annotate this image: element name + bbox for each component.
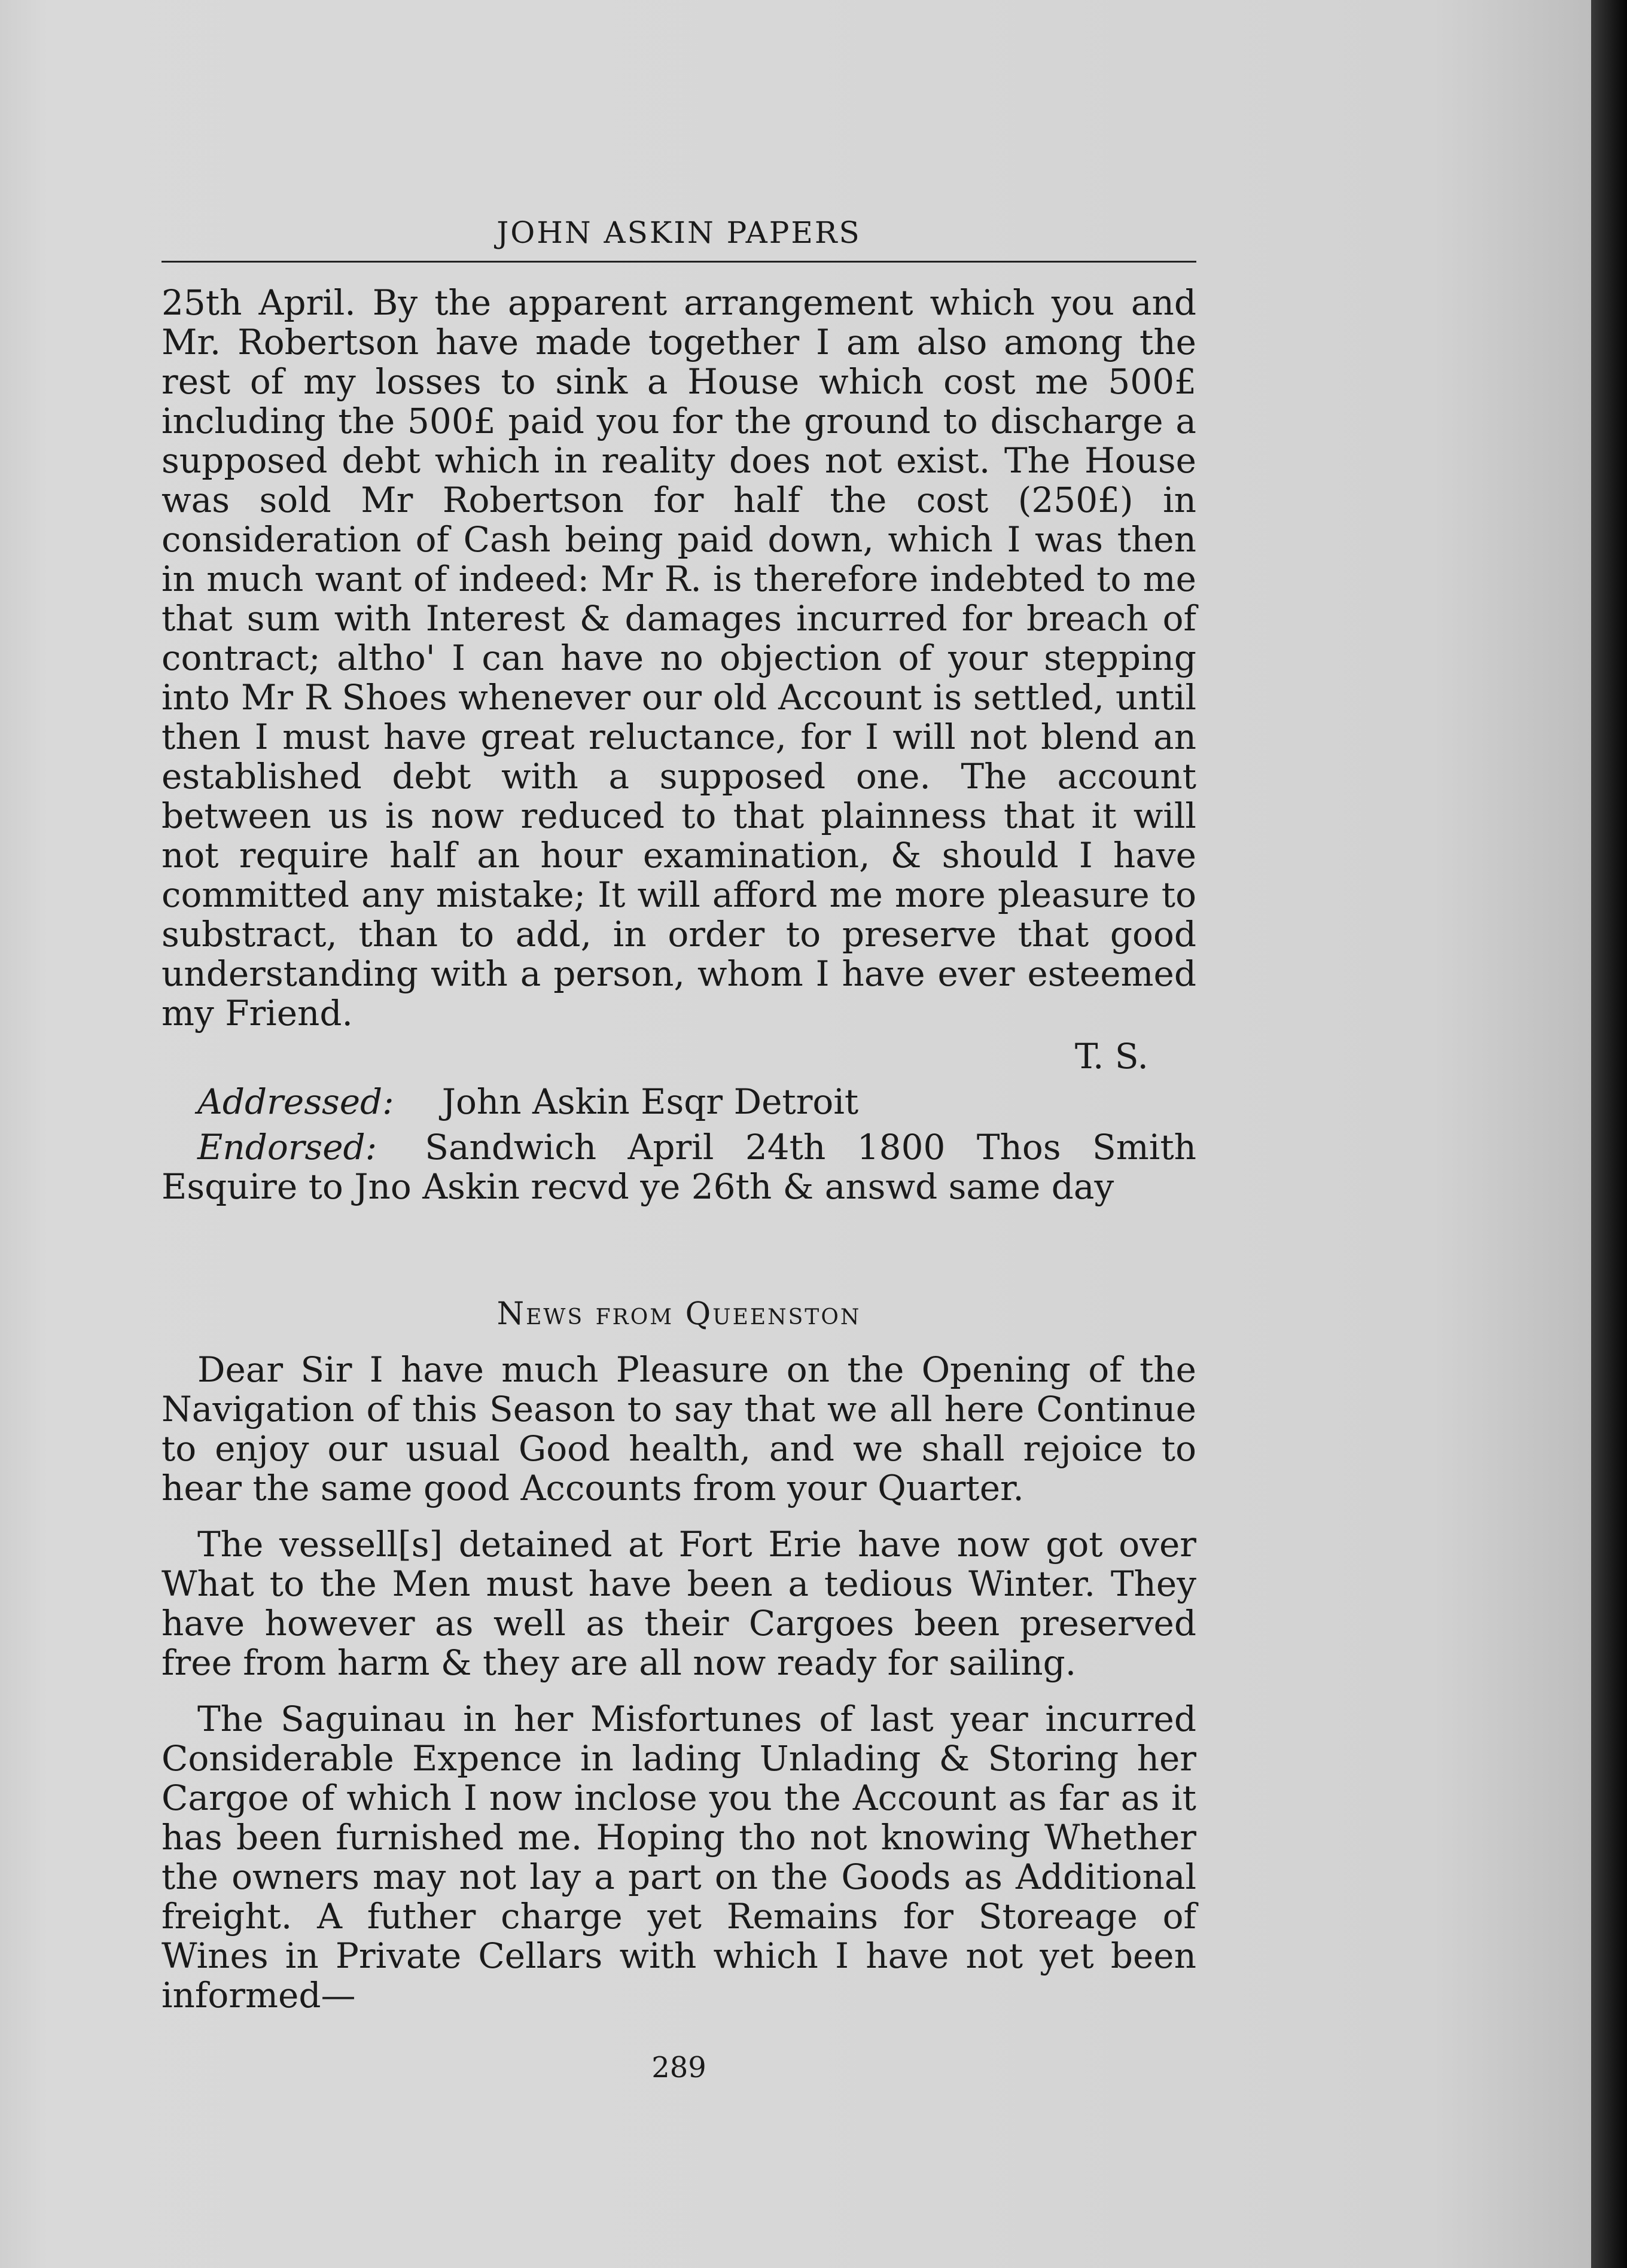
paragraph: The vessell[s] detained at Fort Erie have now got over What to the Men must have been a tedious Winter. They have however as well as their Cargoes been preserved free from harm & they are all now ready for sailing. — [162, 1524, 1196, 1683]
section-title: News from Queenston — [496, 1296, 861, 1332]
endorsed-line — [162, 1127, 1196, 1206]
endorsed-label: Endorsed: — [197, 1127, 377, 1167]
page-edge-shadow — [1591, 0, 1627, 2268]
running-head: JOHN ASKIN PAPERS — [162, 215, 1196, 263]
signature: T. S. — [1074, 1036, 1148, 1077]
endorsed-text: Sandwich April 24th 1800 Thos Smith Esquire to Jno Askin recvd ye 26th & answd same day — [162, 1127, 1196, 1207]
paragraph: The Saguinau in her Misfortunes of last year incurred Considerable Expence in lading Unlading & Storing her Cargoe of which I now inclose you the Account as far as it has been furnished me. Hoping tho not knowing Whether the owners may not lay a part on the Goods as Additional freight. A futher charge yet Remains for Storeage of Wines in Private Cellars with which I have not yet been informed— — [162, 1699, 1196, 2016]
addressed-label: Addressed: — [197, 1081, 394, 1122]
addressed-text: John Askin Esqr Detroit — [441, 1081, 859, 1122]
page-number: 289 — [651, 2051, 706, 2084]
text-column — [162, 215, 1196, 2084]
letter-continuation: 25th April. By the apparent arrangement which you and Mr. Robertson have made together I am also among the rest of my losses to sink a House which cost me 500£ including the 500£ paid you for the ground to discharge a supposed debt which in reality does not exist. The House was sold Mr Robertson for half the cost (250£) in consideration of Cash being paid down, which I was then in much want of indeed: Mr R. is therefore indebted to me that sum with Interest & damages incurred for breach of contract; altho' I can have no objection of your stepping into Mr R Shoes whenever our old Account is settled, until then I must have great reluctance, for I will not blend an established debt with a supposed one. The account between us is now reduced to that plainness that it will not require half an hour examination, & should I have committed any mistake; It will afford me more pleasure to substract, than to add, in order to preserve that good understanding with a person, whom I have ever esteemed my Friend. — [162, 282, 1196, 1034]
addressed-line — [162, 1082, 1196, 1121]
paragraph: Dear Sir I have much Pleasure on the Opening of the Navigation of this Season to say that we all here Continue to enjoy our usual Good health, and we shall rejoice to hear the same good Accounts from your Quarter. — [162, 1349, 1196, 1508]
